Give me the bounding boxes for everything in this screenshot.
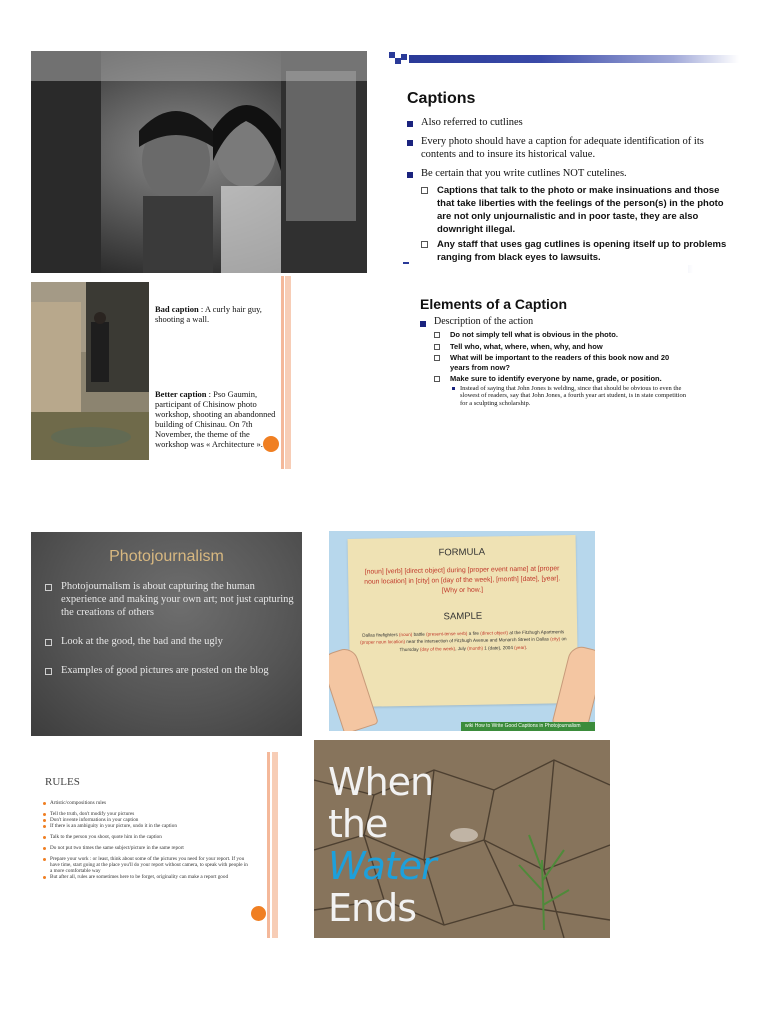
rules-slide	[31, 752, 279, 938]
elements-subsub-list	[450, 385, 690, 408]
sample-text-part: (day of the week)	[419, 645, 456, 652]
formula-slide	[329, 531, 595, 731]
formula-text: [noun] [verb] [direct object] during [proper event name] at [proper noun location] in [city] on [day of the week], [month] [date], [year]. [Why or how.]	[364, 565, 561, 595]
sample-text-part: a fire	[467, 630, 481, 636]
rules-list-item: But after all, rules are sometimes here to be forget, originality can make a report good	[43, 874, 248, 880]
sample-text-part: (month)	[467, 645, 484, 651]
list-item: Any staff that uses gag cutlines is opening itself up to problems ranging from black eyes to lawsuits.	[421, 238, 737, 264]
sample-text-part: (year)	[514, 644, 527, 650]
children-photo	[31, 51, 367, 273]
elements-title: Elements of a Caption	[420, 296, 568, 312]
list-item	[434, 374, 690, 407]
list-item: Captions that talk to the photo or make insinuations and those that take liberties with the feelings of the person(s) in the photo are not only unjournalistic and in poor taste, they are also downright illegal.	[421, 184, 737, 236]
decorative-rails	[267, 752, 279, 938]
list-item: Do not simply tell what is obvious in the photo.	[434, 330, 690, 340]
better-caption-label: Better caption	[155, 389, 207, 399]
bad-caption-label: Bad caption	[155, 304, 199, 314]
formula-credit: wiki How to Write Good Captions in Photojournalism	[461, 722, 595, 731]
list-item-text: Description of the action	[434, 316, 534, 327]
list-item: Examples of good pictures are posted on the blog	[45, 664, 295, 677]
rules-list-item: If there is an ambiguity in your picture, undo it in the caption	[43, 823, 248, 829]
rules-list-item: Talk to the person you shoot, quote him in the caption	[43, 834, 248, 840]
sample-text-part: near the intersection of Fitzhugh Avenue and Monarch Street in Dallas	[404, 636, 551, 645]
photojournalism-title: Photojournalism	[109, 548, 224, 565]
rules-list-item: Artistic/compositions rules	[43, 800, 248, 806]
sample-text-part: (noun)	[398, 631, 413, 637]
captions-bullet-list	[407, 116, 737, 270]
water-title-line: the	[328, 802, 388, 846]
formula-title: FORMULA	[438, 546, 486, 559]
better-caption-body: : Pso Gaumin, participant of Chisinow photo workshop, shooting an abandonned building of Chisinau. On 7th November, the theme of the workshop was « Architecture ».	[155, 389, 276, 449]
orange-dot	[251, 906, 266, 921]
sample-title: SAMPLE	[443, 610, 483, 623]
list-item: Also referred to cutlines	[407, 116, 737, 129]
captions-title: Captions	[407, 90, 476, 107]
list-item	[407, 167, 737, 264]
rules-list-item: Do not put two times the same subject/picture in the same report	[43, 845, 248, 851]
list-item-text: Be certain that you write cutlines NOT cutelines.	[421, 168, 627, 179]
list-item	[420, 316, 690, 407]
sample-text-part: battle	[412, 631, 427, 637]
water-ends-image	[314, 740, 610, 938]
bad-caption-text	[155, 304, 285, 324]
water-title-line: When	[328, 760, 434, 804]
orange-dot	[263, 436, 279, 452]
list-item: Photojournalism is about capturing the human experience and making your own art; not just capturing the creations of others	[45, 580, 295, 619]
sample-text-part: (city)	[550, 636, 561, 642]
rules-list-item: Don't invente informations in your caption	[43, 817, 248, 823]
list-item: Tell who, what, where, when, why, and how	[434, 342, 690, 352]
list-item: Look at the good, the bad and the ugly	[45, 635, 295, 648]
elements-bullet-list	[420, 316, 690, 409]
sample-text-part: on Thursday	[399, 636, 567, 652]
sample-text-part: at the Fitzhugh Apartments	[507, 628, 565, 635]
sample-text-part: Dallas firefighters	[362, 631, 400, 638]
rules-list	[43, 800, 248, 880]
sample-text-part: (present-tense verb)	[426, 630, 468, 637]
formula-paper	[348, 535, 579, 707]
list-item: Instead of saying that John Jones is welding, since that should be obvious to even the slowest of readers, say that John Jones, a fourth year art student, is in state competition for a sculpting scholarship.	[450, 385, 690, 408]
sample-text-part: 1 (date), 2004	[482, 644, 515, 651]
list-item: Every photo should have a caption for adequate identification of its contents and to insure its historical value.	[407, 135, 737, 161]
elements-slide	[398, 264, 688, 474]
rules-list-item: Tell the truth, don't modify your pictures	[43, 811, 248, 817]
rules-list-item: Prepare your work : or least, think about some of the pictures you need for your report. If you have time, start going at the place you'll do your report without camera, to speak with people in a more comfortable way	[43, 856, 248, 874]
elements-sub-list	[434, 330, 690, 407]
captions-sub-list	[421, 184, 737, 264]
bad-caption-body: : A curly hair guy, shooting a wall.	[155, 304, 262, 324]
photojournalism-slide	[31, 532, 302, 736]
water-title-highlight: Water	[328, 844, 436, 888]
sample-text	[359, 628, 567, 654]
photographer-photo	[31, 282, 149, 460]
captions-slide	[385, 50, 740, 275]
water-title-line: Ends	[328, 886, 417, 930]
list-item-text: Make sure to identify everyone by name, grade, or position.	[450, 374, 662, 383]
rules-title: RULES	[45, 776, 80, 788]
list-item: What will be important to the readers of this book now and 20 years from now?	[434, 353, 690, 372]
decorative-rails	[281, 276, 291, 469]
slide-header-bar	[385, 52, 740, 64]
sample-text-part: .	[526, 644, 528, 650]
photojournalism-bullet-list	[45, 580, 295, 693]
sample-text-part: (direct object)	[480, 629, 509, 636]
sample-text-part: , July	[455, 645, 468, 651]
bad-caption-slide	[31, 276, 291, 469]
sample-text-part: (proper noun location)	[360, 639, 406, 645]
